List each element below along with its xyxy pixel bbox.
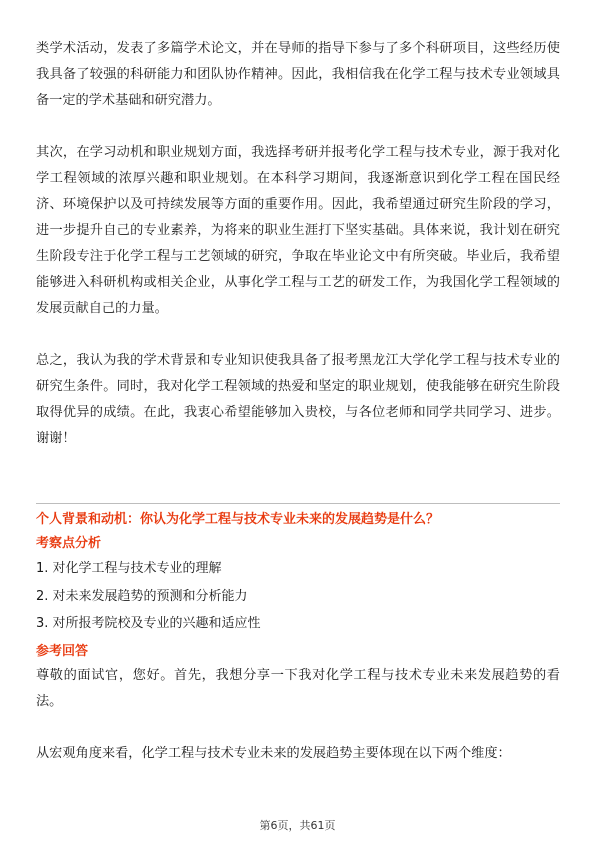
- reference-paragraph: 尊敬的面试官，您好。首先，我想分享一下我对化学工程与技术专业未来发展趋势的看法。: [36, 667, 560, 709]
- page-number: 第6页，共61页: [259, 819, 336, 832]
- analysis-item: 1. 对化学工程与技术专业的理解: [36, 561, 222, 576]
- analysis-heading: 考察点分析: [36, 536, 102, 551]
- reference-paragraph: 从宏观角度来看，化学工程与技术专业未来的发展趋势主要体现在以下两个维度：: [36, 745, 511, 761]
- lower-content: [36, 507, 560, 767]
- paragraph-motivation: 其次，在学习动机和职业规划方面，我选择考研并报考化学工程与技术专业，源于我对化学工程领域的浓厚兴趣和职业规划。在本科学习期间，我逐渐意识到化学工程在国民经济、环境保护以及可持续发展等方面的重要作用。因此，我希望通过研究生阶段的学习，进一步提升自己的专业素养，为将来的职业生涯打下坚实基础。具体来说，我计划在研究生阶段专注于化学工程与工艺领域的研究，争取在毕业论文中有所突破。毕业后，我希望能够进入科研机构或相关企业，从事化学工程与工艺的研发工作，为我国化学工程领域的发展贡献自己的力量。: [36, 145, 560, 316]
- paragraph-academic: 类学术活动，发表了多篇学术论文，并在导师的指导下参与了多个科研项目，这些经历使我具备了较强的科研能力和团队协作精神。因此，我相信我在化学工程与技术专业领域具备一定的学术基础和研究潜力。: [36, 41, 560, 108]
- upper-content: [36, 36, 560, 452]
- section-divider: [36, 503, 560, 504]
- analysis-item: 3. 对所报考院校及专业的兴趣和适应性: [36, 616, 261, 631]
- reference-heading: 参考回答: [36, 643, 89, 659]
- paragraph-conclusion: 总之，我认为我的学术背景和专业知识使我具备了报考黑龙江大学化学工程与技术专业的研究生条件。同时，我对化学工程领域的热爱和坚定的职业规划，使我能够在研究生阶段取得优异的成绩。在此，我衷心希望能够加入贵校，与各位老师和同学共同学习、进步。谢谢！: [36, 353, 560, 446]
- analysis-item: 2. 对未来发展趋势的预测和分析能力: [36, 588, 248, 604]
- question-title: 个人背景和动机：你认为化学工程与技术专业未来的发展趋势是什么？: [36, 512, 440, 527]
